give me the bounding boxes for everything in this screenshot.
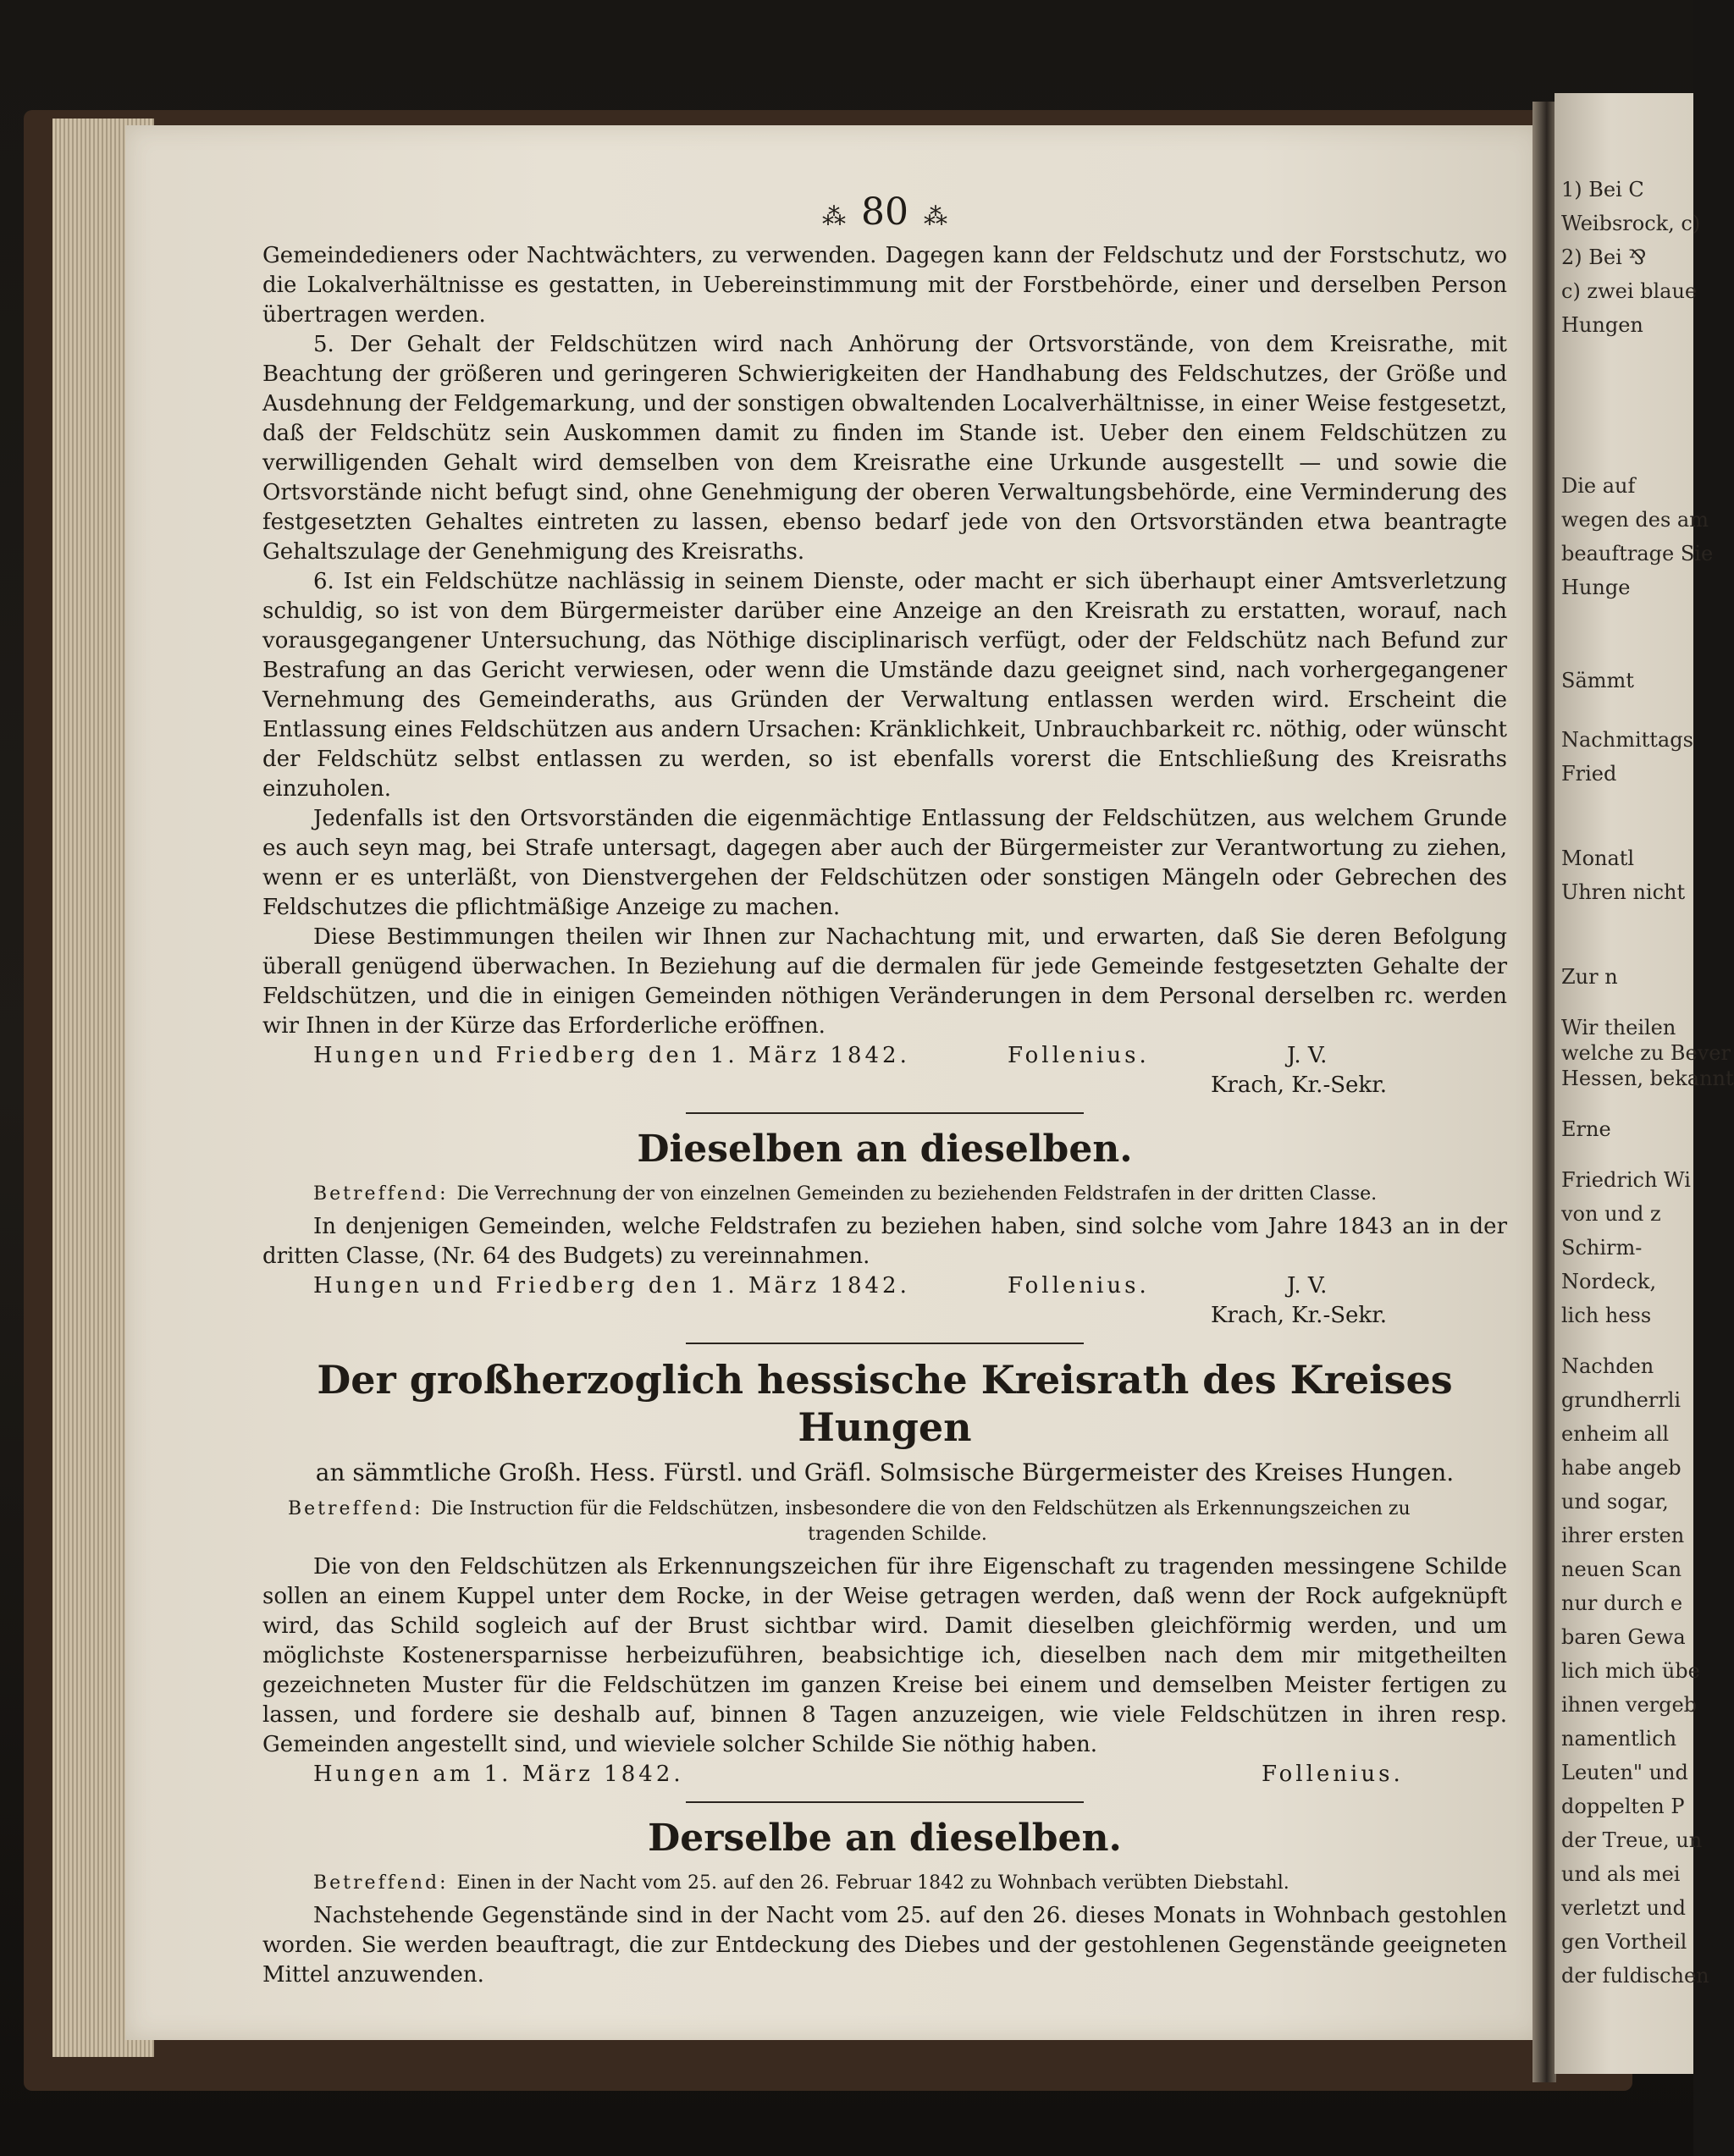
facing-page-line: Monatl <box>1561 846 1635 870</box>
signatory: Follenius. <box>1008 1273 1150 1299</box>
place-date: Hungen am 1. März 1842. <box>313 1762 684 1787</box>
subject-text: Die Instruction für die Feldschützen, insbesondere die von den Feldschützen als Erkennungszeichen zu <box>431 1498 1411 1519</box>
facing-page-line: Wir theilen <box>1561 1016 1676 1039</box>
facing-page-line: namentlich <box>1561 1727 1677 1751</box>
facing-page-line: Sämmt <box>1561 669 1634 692</box>
paragraph: In denjenigen Gemeinden, welche Feldstrafen zu beziehen haben, sind solche vom Jahre 1843 an in der dritten Classe, (Nr. 64 des Budgets) zu vereinnahmen. <box>262 1214 1507 1269</box>
paragraph: 5. Der Gehalt der Feldschützen wird nach Anhörung der Ortsvorstände, von dem Kreisrathe, mit Beachtung der größeren und geringeren Schwierigkeiten der Handhabung des Feldschutzes, der Größe und Ausdehnung der Feldgemarkung, und der sonstigen obwaltenden Localverhältnisse, in einer Weise festgesetzt, daß der Feldschütz sein Auskommen damit zu finden im Stande ist. Ueber den einem Feldschützen zu verwilligenden Gehalt wird demselben von dem Kreisrathe eine Urkunde ausgestellt — und sowie die Ortsvorstände nicht befugt sind, ohne Genehmigung der oberen Verwaltungsbehörde, eine Verminderung des festgesetzten Gehaltes eintreten zu lassen, ebenso bedarf jede von den Ortsvorständen etwa beantragte Gehaltszulage der Genehmigung des Kreisraths. <box>262 332 1507 565</box>
facing-page-line: grundherrli <box>1561 1388 1682 1412</box>
facing-page-line: ihrer ersten <box>1561 1524 1685 1547</box>
book-gutter <box>1532 102 1556 2082</box>
section-divider <box>686 1801 1084 1803</box>
section-divider <box>686 1343 1084 1344</box>
facing-page-fragment <box>1555 93 1734 2074</box>
signature-block-1 <box>262 1041 1507 1071</box>
facing-page-line: und als mei <box>1561 1862 1681 1886</box>
subject-text: Die Verrechnung der von einzelnen Gemeinden zu beziehenden Feldstrafen in der dritten Classe. <box>456 1183 1378 1205</box>
subject-line <box>313 1182 1507 1207</box>
facing-page-line: Die auf <box>1561 474 1636 498</box>
subject-label: Betreffend: <box>313 1872 449 1894</box>
facing-page-line: von und z <box>1561 1202 1661 1226</box>
facing-page-line: lich hess <box>1561 1304 1652 1327</box>
paragraph: Jedenfalls ist den Ortsvorständen die eigenmächtige Entlassung der Feldschützen, aus welchem Grunde es auch seyn mag, bei Strafe untersagt, dagegen aber auch der Bürgermeister zur Verantwortung zu ziehen, wenn er es unterläßt, von Dienstvergehen der Feldschützen oder sonstigen Mängeln oder Gebrechen des Feldschutzes die pflichtmäßige Anzeige zu machen. <box>262 806 1507 920</box>
facing-page-line: enheim all <box>1561 1422 1670 1446</box>
facing-page-line: baren Gewa <box>1561 1625 1686 1649</box>
paragraph: Gemeindedieners oder Nachtwächters, zu verwenden. Dagegen kann der Feldschutz und der Forstschutz, wo die Lokalverhältnisse es gestatten, in Uebereinstimmung mit der Forstbehörde, einer und derselben Person übertragen werden. <box>262 243 1507 328</box>
facing-page-line: Schirm- <box>1561 1236 1643 1260</box>
page-number-line <box>262 190 1507 234</box>
facing-page-line: 1) Bei C <box>1561 178 1644 201</box>
facing-page-line: Leuten" und <box>1561 1761 1688 1784</box>
facing-page-line: Nordeck, <box>1561 1270 1657 1293</box>
place-date: Hungen und Friedberg den 1. März 1842. <box>313 1043 910 1068</box>
facing-page-line: ihnen vergeb <box>1561 1693 1698 1717</box>
facing-page-line: Nachmittags <box>1561 728 1693 752</box>
section-divider <box>686 1112 1084 1114</box>
facing-page-line: verletzt und <box>1561 1896 1686 1920</box>
paragraph: Die von den Feldschützen als Erkennungszeichen für ihre Eigenschaft zu tragenden messingene Schilde sollen an einem Kuppel unter dem Rocke, in der Weise getragen werden, daß wenn der Rock aufgeknüpft wird, das Schild sogleich auf der Brust sichtbar wird. Damit dieselben gleichförmig werden, und um möglichste Kostenersparnisse herbeizuführen, beabsichtige ich, dieselben nach dem mir mitgetheilten gezeichneten Muster für die Feldschützen im ganzen Kreise bei einem und demselben Meister fertigen zu lassen, und fordere sie deshalb auf, binnen 8 Tagen anzuzeigen, wie viele Feldschützen in ihren resp. Gemeinden angestellt sind, und wieviele solcher Schilde Sie nöthig haben. <box>262 1554 1507 1757</box>
facing-page-line: lich mich übe <box>1561 1659 1700 1683</box>
addressee-line: an sämmtliche Großh. Hess. Fürstl. und Gräfl. Solmsische Bürgermeister des Kreises Hungen. <box>315 1458 1455 1486</box>
signature-block-2b <box>262 1301 1507 1331</box>
facing-page-line: Friedrich Wi <box>1561 1168 1691 1192</box>
facing-page-line: wegen des am <box>1561 508 1709 532</box>
signature-block-1b <box>262 1071 1507 1100</box>
facing-page-line: Uhren nicht <box>1561 880 1686 904</box>
facing-page-line: Hunge <box>1561 576 1631 599</box>
paragraph: Diese Bestimmungen theilen wir Ihnen zur Nachachtung mit, und erwarten, daß Sie deren Befolgung überall genügend überwachen. In Beziehung auf die dermalen für jede Gemeinde festgesetzten Gehalte der Feldschützen, und die in einigen Gemeinden nöthigen Veränderungen in dem Personal derselben rc. werden wir Ihnen in der Kürze das Erforderliche eröffnen. <box>262 924 1507 1039</box>
facing-page-line: 2) Bei ⅋ <box>1561 245 1647 269</box>
facing-page-line: welche zu Bever <box>1561 1041 1731 1065</box>
deputy-mark: J. V. <box>1287 1273 1328 1299</box>
facing-page-line: Zur n <box>1561 965 1618 989</box>
facing-page-line: Weibsrock, c) <box>1561 212 1701 235</box>
secretary: Krach, Kr.-Sekr. <box>1211 1072 1388 1098</box>
signature-block-3 <box>262 1760 1507 1789</box>
facing-page-line: neuen Scan <box>1561 1558 1682 1581</box>
signatory: Follenius. <box>1008 1043 1150 1068</box>
facing-page-line: Erne <box>1561 1117 1611 1141</box>
facing-page-line: gen Vortheil <box>1561 1930 1687 1954</box>
subject-text-continued: tragenden Schilde. <box>808 1524 987 1545</box>
facing-page-line: Hessen, bekannt <box>1561 1067 1734 1090</box>
paragraph: 6. Ist ein Feldschütze nachlässig in seinem Dienste, oder macht er sich überhaupt einer Amtsverletzung schuldig, so ist von dem Bürgermeister darüber eine Anzeige an den Kreisrath zu erstatten, worauf, nach vorausgegangener Untersuchung, das Nöthige disciplinarisch verfügt, oder der Feldschütz nach Befund zur Bestrafung an das Gericht verwiesen, oder wenn die Umstände dazu geeignet sind, nach vorhergegangener Vernehmung des Gemeinderaths, aus Gründen der Verwaltung entlassen werden wird. Erscheint die Entlassung eines Feldschützen aus andern Ursachen: Kränklichkeit, Unbrauchbarkeit rc. nöthig, oder wünscht der Feldschütz selbst entlassen zu werden, so ist ebenfalls vorerst die Entschließung des Kreisraths einzuholen. <box>262 569 1507 802</box>
signature-block-2 <box>262 1271 1507 1301</box>
facing-page-line: und sogar, <box>1561 1490 1669 1514</box>
subject-label: Betreffend: <box>288 1498 423 1519</box>
paragraph: Nachstehende Gegenstände sind in der Nacht vom 25. auf den 26. dieses Monats in Wohnbach gestohlen worden. Sie werden beauftragt, die zur Entdeckung des Diebes und der gestohlenen Gegenstände geeigneten Mittel anzuwenden. <box>262 1903 1507 1988</box>
ornament-left-icon: ⁂ <box>822 202 846 230</box>
subject-text: Einen in der Nacht vom 25. auf den 26. Februar 1842 zu Wohnbach verübten Diebstahl. <box>456 1872 1289 1894</box>
document-body <box>262 241 1507 1990</box>
section-heading: Dieselben an dieselben. <box>637 1128 1133 1171</box>
facing-page-line: doppelten P <box>1561 1795 1685 1818</box>
section-heading: Derselbe an dieselben. <box>648 1817 1122 1860</box>
facing-page-line: Fried <box>1561 762 1617 786</box>
facing-page-line: beauftrage Sie <box>1561 542 1714 565</box>
page-number: 80 <box>861 190 908 234</box>
subject-line <box>288 1497 1507 1547</box>
facing-page-line: der fuldischen <box>1561 1964 1709 1988</box>
deputy-mark: J. V. <box>1287 1043 1328 1068</box>
facing-page-line: der Treue, un <box>1561 1828 1703 1852</box>
facing-page-line: nur durch e <box>1561 1591 1683 1615</box>
subject-line <box>313 1871 1507 1896</box>
facing-page-line: Hungen <box>1561 313 1643 337</box>
section-heading: Der großherzoglich hessische Kreisrath des Kreises Hungen <box>317 1357 1453 1450</box>
facing-page-line: habe angeb <box>1561 1456 1682 1480</box>
secretary: Krach, Kr.-Sekr. <box>1211 1303 1388 1328</box>
place-date: Hungen und Friedberg den 1. März 1842. <box>313 1273 910 1299</box>
subject-label: Betreffend: <box>313 1183 449 1205</box>
ornament-right-icon: ⁂ <box>924 202 947 230</box>
facing-page-line: c) zwei blaue <box>1561 279 1698 303</box>
signatory: Follenius. <box>1262 1762 1404 1787</box>
facing-page-line: Nachden <box>1561 1354 1654 1378</box>
